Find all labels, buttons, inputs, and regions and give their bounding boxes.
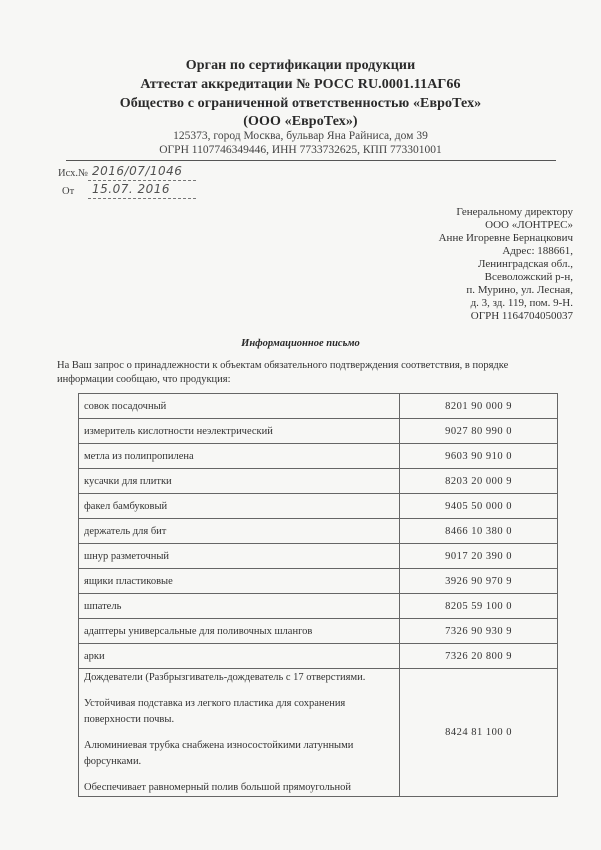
product-name-cell: адаптеры универсальные для поливочных шлангов [79, 619, 400, 644]
recipient-line: Адрес: 188661, [502, 245, 573, 257]
table-row [79, 444, 558, 469]
date-handwritten: 15.07. 2016 [92, 182, 171, 196]
product-code-cell: 7326 20 800 9 [400, 644, 558, 669]
table-row [79, 669, 558, 797]
product-code-cell: 9017 20 390 0 [400, 544, 558, 569]
table-row [79, 544, 558, 569]
table-row [79, 619, 558, 644]
product-codes-table [78, 393, 558, 797]
date-underline [88, 198, 196, 199]
accreditation-line: Аттестат аккредитации № РОСС RU.0001.11АГ66 [140, 77, 461, 92]
letter-intro: На Ваш запрос о принадлежности к объектам обязательного подтверждения соответствия, в порядке информации сообщаю, что продукция: [57, 360, 509, 385]
product-name-cell: факел бамбуковый [79, 494, 400, 519]
company-address: 125373, город Москва, бульвар Яна Райниса, дом 39 [173, 130, 428, 142]
company-registry: ОГРН 1107746349446, ИНН 7733732625, КПП 773301001 [159, 144, 442, 156]
product-code-cell: 8205 59 100 0 [400, 594, 558, 619]
recipient-line: ОГРН 1164704050037 [470, 310, 573, 322]
product-code-cell: 3926 90 970 9 [400, 569, 558, 594]
product-code-cell: 8201 90 000 9 [400, 394, 558, 419]
product-code-cell: 9603 90 910 0 [400, 444, 558, 469]
table-row [79, 419, 558, 444]
company-full-name: Общество с ограниченной ответственностью «ЕвроТех» [119, 96, 482, 111]
product-name-cell: арки [79, 644, 400, 669]
certification-body-title: Орган по сертификации продукции [185, 58, 416, 73]
product-name-cell: шнур разметочный [79, 544, 400, 569]
product-code-cell: 9405 50 000 0 [400, 494, 558, 519]
table-row [79, 394, 558, 419]
recipient-line: Генеральному директору [456, 206, 573, 218]
product-name-cell: держатель для бит [79, 519, 400, 544]
product-name-cell: измеритель кислотности неэлектрический [79, 419, 400, 444]
product-name-cell: ящики пластиковые [79, 569, 400, 594]
recipient-line: Ленинградская обл., [478, 258, 573, 270]
product-code-cell: 8424 81 100 0 [400, 669, 558, 797]
date-label: От [62, 186, 75, 197]
product-name-cell: кусачки для плитки [79, 469, 400, 494]
product-code-cell: 8466 10 380 0 [400, 519, 558, 544]
letter-title: Информационное письмо [241, 338, 360, 349]
product-code-cell: 7326 90 930 9 [400, 619, 558, 644]
recipient-line: Всеволожский р-н, [484, 271, 573, 283]
outgoing-number-handwritten: 2016/07/1046 [92, 164, 183, 178]
recipient-block [439, 206, 573, 323]
outgoing-number-label: Исх.№ [58, 168, 88, 179]
description-paragraph: Обеспечивает равномерный полив большой прямоугольной [84, 781, 352, 793]
recipient-line: Анне Игоревне Бернацкович [438, 232, 573, 244]
product-name-cell: метла из полипропилена [79, 444, 400, 469]
product-name-cell: шпатель [79, 594, 400, 619]
table-row [79, 469, 558, 494]
table-row [79, 594, 558, 619]
table-row [79, 494, 558, 519]
table-row [79, 644, 558, 669]
recipient-line: п. Мурино, ул. Лесная, [466, 284, 573, 296]
product-name-cell: совок посадочный [79, 394, 400, 419]
product-code-cell: 9027 80 990 0 [400, 419, 558, 444]
product-code-cell: 8203 20 000 9 [400, 469, 558, 494]
company-short-name: (ООО «ЕвроТех») [243, 114, 358, 129]
product-description-cell [79, 669, 400, 797]
table-row [79, 569, 558, 594]
description-paragraph: Устойчивая подставка из легкого пластика для сохранения поверхности почвы. [84, 697, 346, 725]
recipient-line: д. 3, зд. 119, пом. 9-Н. [470, 297, 573, 309]
header-divider [66, 160, 556, 161]
description-paragraph: Алюминиевая трубка снабжена износостойкими латунными форсунками. [84, 739, 354, 767]
recipient-line: ООО «ЛОНТРЕС» [485, 219, 573, 231]
description-paragraph: Дождеватели (Разбрызгиватель-дождеватель с 17 отверстиями. [84, 671, 366, 683]
table-row [79, 519, 558, 544]
outgoing-number-underline [88, 180, 196, 181]
